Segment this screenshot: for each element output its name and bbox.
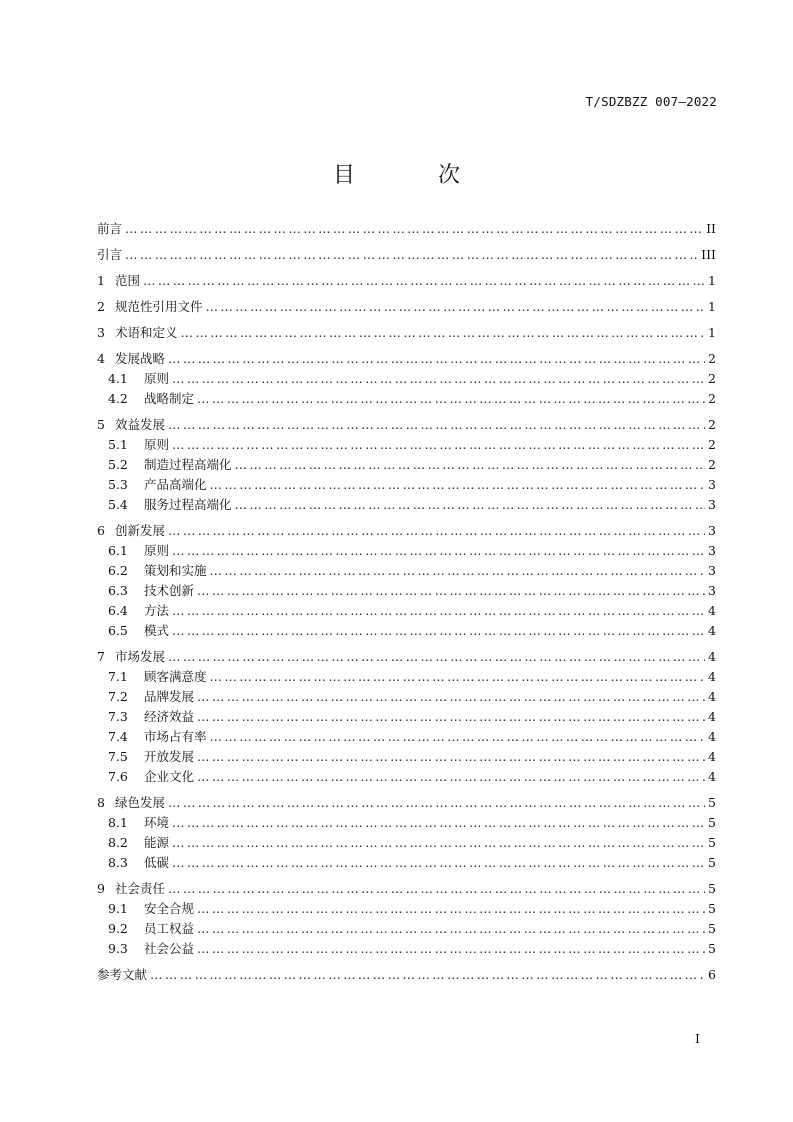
toc-entry-page: 3	[708, 543, 716, 558]
toc-entry-title: 策划和实施	[144, 563, 207, 578]
toc-entry[interactable]	[97, 219, 716, 239]
toc-leader-dots	[172, 853, 705, 873]
toc-leader-dots	[197, 919, 705, 939]
toc-leader-dots	[172, 601, 705, 621]
toc-entry[interactable]	[97, 939, 716, 959]
toc-entry[interactable]	[97, 879, 716, 899]
toc-entry-page: 1	[708, 325, 716, 340]
toc-entry-page: III	[701, 247, 716, 262]
toc-entry-number: 7.4	[108, 729, 128, 744]
toc-entry[interactable]	[97, 581, 716, 601]
toc-entry-number: 3	[97, 325, 105, 340]
toc-entry-page: 2	[708, 391, 716, 406]
toc-leader-dots	[197, 747, 705, 767]
toc-leader-dots	[181, 323, 705, 343]
toc-entry-title: 方法	[144, 603, 170, 618]
toc-entry[interactable]	[97, 541, 716, 561]
toc-leader-dots	[143, 271, 705, 291]
toc-entry-title: 原则	[144, 543, 170, 558]
toc-entry-page: 1	[708, 273, 716, 288]
toc-entry-number: 8	[97, 795, 105, 810]
toc-entry-number: 4.1	[108, 371, 128, 386]
toc-entry[interactable]	[97, 667, 716, 687]
toc-entry-number: 9	[97, 881, 105, 896]
toc-entry-number: 7.3	[108, 709, 128, 724]
toc-entry[interactable]	[97, 647, 716, 667]
toc-entry-page: 4	[708, 709, 716, 724]
toc-entry-title: 范围	[115, 273, 141, 288]
toc-entry[interactable]	[97, 793, 716, 813]
toc-entry-number: 7.5	[108, 749, 128, 764]
toc-entry[interactable]	[97, 833, 716, 853]
toc-entry-title: 市场占有率	[144, 729, 207, 744]
toc-entry[interactable]	[97, 767, 716, 787]
toc-entry-title: 产品高端化	[144, 477, 207, 492]
toc-entry[interactable]	[97, 919, 716, 939]
toc-entry-page: 2	[708, 437, 716, 452]
toc-entry[interactable]	[97, 965, 716, 985]
toc-entry-number: 4	[97, 351, 105, 366]
toc-entry[interactable]	[97, 323, 716, 343]
toc-leader-dots	[210, 561, 705, 581]
toc-entry-page: 2	[708, 371, 716, 386]
toc-entry-title: 员工权益	[144, 921, 195, 936]
toc-leader-dots	[197, 899, 705, 919]
toc-leader-dots	[235, 495, 705, 515]
toc-entry[interactable]	[97, 455, 716, 475]
toc-entry[interactable]	[97, 813, 716, 833]
toc-leader-dots	[168, 793, 705, 813]
toc-entry-title: 社会公益	[144, 941, 195, 956]
toc-entry-page: 3	[708, 477, 716, 492]
toc-entry-title: 服务过程高端化	[144, 497, 232, 512]
toc-entry-page: 3	[708, 583, 716, 598]
toc-leader-dots	[197, 581, 705, 601]
toc-entry-title: 原则	[144, 437, 170, 452]
page-title: 目 次	[333, 163, 498, 188]
toc-entry[interactable]	[97, 561, 716, 581]
toc-leader-dots	[197, 707, 705, 727]
toc-entry-page: 3	[708, 523, 716, 538]
toc-entry[interactable]	[97, 369, 716, 389]
toc-entry-title: 绿色发展	[115, 795, 166, 810]
toc-entry-page: 4	[708, 603, 716, 618]
toc-entry-number: 9.3	[108, 941, 128, 956]
toc-entry-page: 4	[708, 649, 716, 664]
toc-entry[interactable]	[97, 389, 716, 409]
toc-entry[interactable]	[97, 601, 716, 621]
toc-entry-page: 6	[708, 967, 716, 982]
toc-entry-title: 创新发展	[115, 523, 166, 538]
toc-entry-number: 9.2	[108, 921, 128, 936]
toc-entry-page: 3	[708, 563, 716, 578]
toc-entry-title: 环境	[144, 815, 170, 830]
toc-leader-dots	[210, 727, 705, 747]
toc-leader-dots	[172, 833, 705, 853]
toc-leader-dots	[197, 767, 705, 787]
toc-entry-title: 规范性引用文件	[115, 299, 203, 314]
toc-leader-dots	[168, 521, 705, 541]
toc-leader-dots	[168, 879, 705, 899]
toc-entry-title: 低碳	[144, 855, 170, 870]
toc-leader-dots	[235, 455, 705, 475]
toc-entry-title: 模式	[144, 623, 170, 638]
toc-entry-page: II	[706, 221, 716, 236]
toc-entry-title: 能源	[144, 835, 170, 850]
page-number: I	[695, 1031, 700, 1046]
toc-entry-number: 8.1	[108, 815, 128, 830]
toc-entry-title: 品牌发展	[144, 689, 195, 704]
toc-entry[interactable]	[97, 853, 716, 873]
toc-entry-page: 5	[708, 855, 716, 870]
toc-entry-number: 5.1	[108, 437, 128, 452]
toc-entry[interactable]	[97, 727, 716, 747]
toc-entry-title: 经济效益	[144, 709, 195, 724]
toc-leader-dots	[125, 245, 698, 265]
toc-entry[interactable]	[97, 521, 716, 541]
toc-entry[interactable]	[97, 475, 716, 495]
toc-entry-number: 6	[97, 523, 105, 538]
toc-entry-number: 5.4	[108, 497, 128, 512]
toc-entry-title: 社会责任	[115, 881, 166, 896]
toc-leader-dots	[150, 965, 705, 985]
toc-entry-number: 6.4	[108, 603, 128, 618]
toc-entry-title: 战略制定	[144, 391, 195, 406]
toc-entry-title: 术语和定义	[115, 325, 178, 340]
toc-entry-page: 5	[708, 901, 716, 916]
toc-entry-number: 7.2	[108, 689, 128, 704]
toc-entry[interactable]	[97, 687, 716, 707]
toc-entry[interactable]	[97, 415, 716, 435]
toc-entry[interactable]	[97, 435, 716, 455]
toc-entry-number: 5.3	[108, 477, 128, 492]
toc-entry-title: 市场发展	[115, 649, 166, 664]
toc-entry-page: 4	[708, 769, 716, 784]
toc-entry-page: 5	[708, 815, 716, 830]
toc-entry[interactable]	[97, 271, 716, 291]
toc-entry-page: 2	[708, 351, 716, 366]
toc-entry[interactable]	[97, 707, 716, 727]
toc-entry-title: 效益发展	[115, 417, 166, 432]
toc-entry-number: 6.5	[108, 623, 128, 638]
table-of-contents	[97, 219, 716, 985]
toc-entry-number: 1	[97, 273, 105, 288]
toc-entry[interactable]	[97, 297, 716, 317]
toc-entry-number: 6.3	[108, 583, 128, 598]
toc-entry[interactable]	[97, 495, 716, 515]
toc-entry-page: 2	[708, 417, 716, 432]
toc-entry-number: 6.2	[108, 563, 128, 578]
toc-leader-dots	[172, 813, 705, 833]
toc-entry-title: 前言	[97, 221, 123, 236]
toc-entry-title: 技术创新	[144, 583, 195, 598]
toc-entry-title: 开放发展	[144, 749, 195, 764]
toc-entry-page: 3	[708, 497, 716, 512]
toc-leader-dots	[168, 647, 705, 667]
toc-entry-title: 企业文化	[144, 769, 195, 784]
toc-entry-number: 8.3	[108, 855, 128, 870]
toc-entry-number: 6.1	[108, 543, 128, 558]
toc-entry-page: 1	[708, 299, 716, 314]
toc-entry[interactable]	[97, 899, 716, 919]
toc-entry-page: 4	[708, 729, 716, 744]
toc-entry-page: 5	[708, 921, 716, 936]
toc-leader-dots	[172, 435, 705, 455]
toc-entry-page: 4	[708, 749, 716, 764]
toc-entry-page: 5	[708, 795, 716, 810]
toc-entry[interactable]	[97, 349, 716, 369]
toc-leader-dots	[172, 541, 705, 561]
toc-leader-dots	[197, 687, 705, 707]
toc-leader-dots	[172, 369, 705, 389]
toc-entry-page: 5	[708, 835, 716, 850]
toc-entry-page: 4	[708, 623, 716, 638]
document-code: T/SDZBZZ 007—2022	[585, 94, 717, 109]
toc-entry-number: 9.1	[108, 901, 128, 916]
toc-entry-page: 4	[708, 669, 716, 684]
toc-leader-dots	[168, 415, 705, 435]
toc-leader-dots	[125, 219, 703, 239]
toc-entry[interactable]	[97, 245, 716, 265]
toc-entry[interactable]	[97, 747, 716, 767]
toc-entry-page: 5	[708, 941, 716, 956]
toc-entry-number: 5	[97, 417, 105, 432]
toc-entry-title: 制造过程高端化	[144, 457, 232, 472]
toc-leader-dots	[206, 297, 705, 317]
toc-entry-title: 发展战略	[115, 351, 166, 366]
toc-entry-number: 7	[97, 649, 105, 664]
toc-entry-title: 顾客满意度	[144, 669, 207, 684]
toc-leader-dots	[172, 621, 705, 641]
toc-leader-dots	[168, 349, 705, 369]
toc-entry-page: 2	[708, 457, 716, 472]
toc-entry-title: 原则	[144, 371, 170, 386]
toc-entry-number: 4.2	[108, 391, 128, 406]
toc-leader-dots	[197, 939, 705, 959]
toc-entry-title: 参考文献	[97, 967, 148, 982]
toc-entry-number: 7.6	[108, 769, 128, 784]
toc-leader-dots	[210, 667, 705, 687]
toc-leader-dots	[210, 475, 705, 495]
toc-entry[interactable]	[97, 621, 716, 641]
toc-leader-dots	[197, 389, 705, 409]
toc-entry-page: 4	[708, 689, 716, 704]
toc-entry-number: 2	[97, 299, 105, 314]
toc-entry-number: 7.1	[108, 669, 128, 684]
toc-entry-title: 安全合规	[144, 901, 195, 916]
toc-entry-number: 8.2	[108, 835, 128, 850]
toc-entry-page: 5	[708, 881, 716, 896]
toc-entry-number: 5.2	[108, 457, 128, 472]
toc-entry-title: 引言	[97, 247, 123, 262]
